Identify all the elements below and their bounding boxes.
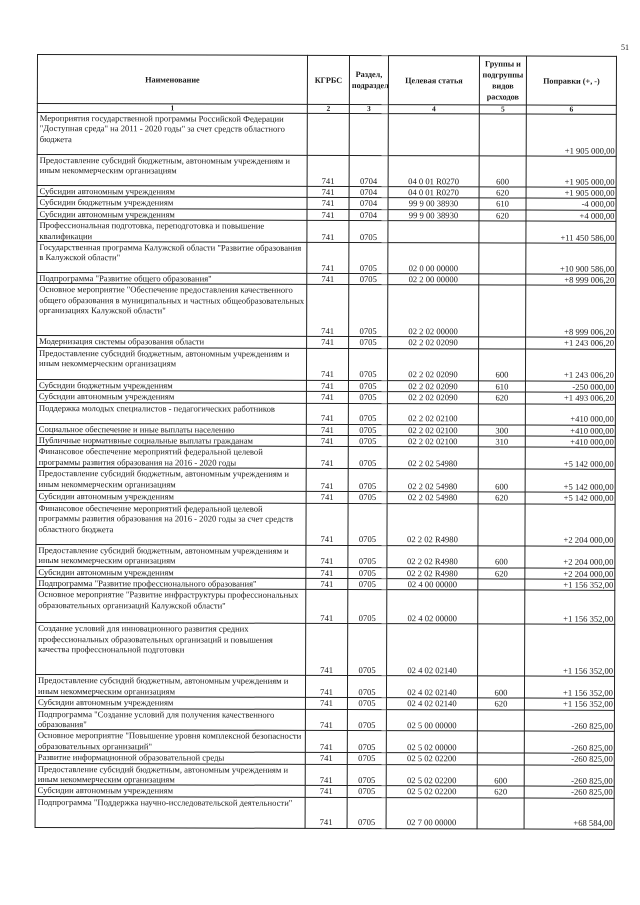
row-kgrbs: 741 — [306, 469, 348, 492]
row-kgrbs: 741 — [307, 337, 349, 349]
row-kgrbs: 741 — [307, 155, 349, 186]
row-target-article: 02 5 02 02200 — [386, 786, 477, 798]
row-expense-group: 600 — [478, 349, 525, 381]
row-kgrbs: 741 — [307, 209, 349, 221]
row-section: 0705 — [348, 348, 387, 380]
table-row — [35, 763, 614, 787]
row-expense-group — [478, 447, 525, 469]
row-expense-group: 620 — [478, 492, 525, 504]
row-name: Модернизация системы образования области — [37, 336, 307, 348]
row-expense-group: 600 — [477, 764, 524, 786]
row-target-article: 02 4 02 02140 — [386, 698, 477, 710]
row-kgrbs — [307, 113, 349, 155]
table-row — [35, 675, 614, 699]
row-expense-group — [478, 404, 525, 425]
row-kgrbs: 741 — [305, 786, 347, 798]
row-amount: -260 825,00 — [524, 753, 614, 765]
row-section: 0705 — [348, 545, 387, 567]
row-name: Предоставление субсидий бюджетным, автономным учреждениям и иным некоммерческим организациям — [36, 468, 306, 492]
row-section: 0705 — [349, 337, 388, 349]
table-row — [37, 220, 616, 244]
row-section — [349, 113, 388, 155]
row-name: Субсидии автономным учреждениям — [37, 186, 307, 198]
column-index: 2 — [307, 104, 349, 113]
row-kgrbs: 741 — [306, 578, 348, 590]
table-row — [35, 796, 614, 829]
row-name: Субсидии автономным учреждениям — [36, 566, 306, 578]
table-row — [37, 155, 616, 188]
row-expense-group: 300 — [478, 425, 525, 437]
table-row — [37, 113, 616, 157]
row-kgrbs: 741 — [307, 186, 349, 198]
row-amount: +4 000,00 — [526, 210, 616, 222]
row-kgrbs: 741 — [307, 198, 349, 210]
row-section: 0705 — [349, 274, 388, 286]
row-expense-group: 600 — [478, 469, 525, 492]
row-name: Поддержка молодых специалистов - педагогических работников — [36, 402, 306, 424]
row-section: 0705 — [348, 380, 387, 392]
row-name: Субсидии автономным учреждениям — [35, 697, 305, 709]
row-section: 0705 — [349, 243, 388, 274]
row-name: Подпрограмма "Развитие общего образования" — [37, 273, 307, 285]
row-name: Основное мероприятие "Повышение уровня комплексной безопасности образовательных организаций" — [35, 730, 305, 753]
table-body — [35, 113, 616, 830]
row-section: 0705 — [347, 731, 386, 753]
row-section: 0705 — [348, 447, 387, 469]
row-amount: +5 142 000,00 — [525, 448, 615, 470]
row-expense-group — [478, 504, 525, 546]
header-target-article: Целевая статья — [388, 56, 479, 105]
row-section: 0704 — [349, 186, 388, 198]
row-target-article: 02 2 02 54980 — [387, 447, 478, 469]
row-name: Профессиональная подготовка, переподготовка и повышение квалификации — [37, 220, 307, 243]
row-target-article: 02 2 02 02100 — [387, 403, 478, 424]
row-target-article: 02 7 00 00000 — [386, 797, 477, 828]
row-kgrbs: 741 — [306, 435, 348, 447]
row-name: Публичные нормативные социальные выплаты гражданам — [36, 435, 306, 447]
row-amount: -250 000,00 — [525, 381, 615, 393]
row-section: 0705 — [348, 403, 387, 424]
row-kgrbs: 741 — [305, 676, 347, 698]
row-name: Создание условий для инновационного развития средних профессиональных образовательных организаций и повышения качества профессиональной подготовки — [36, 623, 306, 676]
row-amount: +1 156 352,00 — [524, 698, 614, 710]
row-kgrbs: 741 — [306, 590, 348, 624]
row-amount: +8 999 006,20 — [526, 274, 616, 286]
row-name: Субсидии автономным учреждениям — [37, 208, 307, 220]
row-name: Основное мероприятие "Обеспечение предоставления качественного общего образования в муниципальных и частных общеобразовательных организациях Калужской области" — [37, 284, 307, 337]
row-expense-group — [479, 243, 526, 274]
row-target-article: 02 4 02 02140 — [386, 676, 477, 698]
row-target-article: 02 4 02 02140 — [387, 624, 478, 676]
row-target-article: 02 5 02 02200 — [386, 753, 477, 765]
row-expense-group: 620 — [478, 392, 525, 404]
row-target-article: 02 2 02 02090 — [387, 392, 478, 404]
row-expense-group — [477, 709, 524, 731]
row-section: 0705 — [348, 424, 387, 436]
row-kgrbs: 741 — [307, 273, 349, 285]
row-name: Предоставление субсидий бюджетным, автономным учреждениям и иным некоммерческим организациям — [35, 763, 305, 786]
row-kgrbs: 741 — [305, 753, 347, 765]
row-amount: -260 825,00 — [524, 710, 614, 732]
table-row — [36, 623, 615, 677]
row-target-article: 02 2 02 54980 — [387, 492, 478, 504]
row-kgrbs: 741 — [307, 242, 349, 273]
row-section: 0705 — [348, 392, 387, 404]
row-name: Мероприятия государственной программы Российской Федерации "Доступная среда" на 2011 - 2020 годы" за счет средств областного бюджета — [37, 113, 307, 156]
header-section: Раздел, подраздел — [349, 55, 388, 104]
row-expense-group — [479, 274, 526, 286]
row-amount: -260 825,00 — [524, 731, 614, 753]
row-section: 0704 — [349, 155, 388, 186]
row-expense-group — [478, 624, 525, 676]
row-name: Предоставление субсидий бюджетным, автономным учреждениям и иным некоммерческим организациям — [36, 347, 306, 380]
row-target-article: 99 9 00 38930 — [388, 209, 479, 221]
table-row — [36, 502, 615, 546]
row-kgrbs: 741 — [306, 447, 348, 469]
row-amount: +10 900 586,00 — [526, 243, 616, 274]
row-name: Подпрограмма "Создание условий для получения качественного образования" — [35, 708, 305, 731]
row-kgrbs: 741 — [306, 624, 348, 676]
header-expense-group: Группы и подгруппы видов расходов — [479, 56, 526, 105]
table-row — [37, 284, 616, 338]
row-expense-group: 310 — [478, 436, 525, 448]
row-amount: +11 450 586,00 — [526, 221, 616, 243]
row-section: 0705 — [348, 436, 387, 448]
row-amount: +5 142 000,00 — [525, 492, 615, 504]
row-expense-group — [479, 221, 526, 243]
row-name: Финансовое обеспечение мероприятий федеральной целевой программы развития образования на 2016 - 2020 годы за счет средств областного бюджета — [36, 502, 306, 545]
row-kgrbs: 741 — [306, 567, 348, 579]
row-amount: +1 156 352,00 — [525, 579, 615, 591]
row-kgrbs: 741 — [306, 424, 348, 436]
row-expense-group — [479, 337, 526, 349]
row-target-article: 02 2 02 02100 — [387, 424, 478, 436]
row-kgrbs: 741 — [305, 709, 347, 731]
row-expense-group — [478, 590, 525, 624]
row-name: Предоставление субсидий бюджетным, автономным учреждениям и иным некоммерческим организациям — [36, 544, 306, 567]
row-section: 0705 — [348, 624, 387, 676]
row-kgrbs: 741 — [305, 731, 347, 753]
row-amount: +2 204 000,00 — [525, 546, 615, 568]
row-target-article: 02 5 00 00000 — [386, 709, 477, 731]
row-expense-group — [479, 285, 526, 337]
row-kgrbs: 741 — [307, 285, 349, 337]
row-target-article: 02 5 02 00000 — [386, 731, 477, 753]
row-amount: +2 204 000,00 — [525, 504, 615, 546]
row-target-article: 02 2 02 02090 — [387, 348, 478, 380]
row-section: 0705 — [348, 492, 387, 504]
row-target-article: 02 2 02 R4980 — [387, 503, 478, 545]
header-amendment: Поправки (+, -) — [526, 56, 616, 105]
row-kgrbs: 741 — [306, 545, 348, 567]
row-expense-group — [477, 798, 524, 829]
row-kgrbs: 741 — [307, 221, 349, 243]
row-section: 0705 — [347, 709, 386, 731]
row-expense-group — [478, 579, 525, 591]
row-name: Основное мероприятие "Развитие инфраструктуры профессиональных образовательных организаций Калужской области" — [36, 589, 306, 624]
row-amount: +410 000,00 — [525, 436, 615, 448]
row-expense-group: 610 — [479, 198, 526, 210]
row-name: Подпрограмма "Поддержка научно-исследовательской деятельности" — [35, 796, 305, 828]
row-target-article: 02 2 02 54980 — [387, 469, 478, 492]
row-kgrbs: 741 — [306, 380, 348, 392]
header-name: Наименование — [37, 55, 307, 105]
row-amount: +5 142 000,00 — [525, 469, 615, 492]
table-row — [37, 242, 616, 275]
row-amount: +1 905 000,00 — [526, 187, 616, 199]
table-row — [36, 544, 615, 568]
row-amount: +1 493 006,20 — [525, 392, 615, 404]
row-name: Государственная программа Калужской области "Развитие образования в Калужской области" — [37, 242, 307, 274]
row-name: Субсидии автономным учреждениям — [36, 491, 306, 503]
row-amount: +68 584,00 — [524, 798, 614, 829]
table-row — [36, 589, 615, 625]
row-name: Субсидии автономным учреждениям — [36, 391, 306, 403]
row-target-article: 02 0 00 00000 — [388, 243, 479, 274]
table-row — [36, 402, 615, 425]
row-amount: +1 243 006,20 — [525, 349, 615, 381]
budget-amendments-table — [35, 54, 617, 830]
row-section: 0705 — [348, 503, 387, 545]
row-amount: +1 905 000,00 — [526, 114, 616, 156]
row-expense-group: 620 — [479, 210, 526, 222]
row-expense-group: 620 — [477, 786, 524, 798]
table-row — [36, 347, 615, 381]
row-amount: +8 999 006,20 — [526, 285, 616, 337]
row-amount: +1 905 000,00 — [526, 156, 616, 187]
row-name: Субсидии бюджетным учреждениям — [36, 379, 306, 391]
row-target-article: 02 2 02 02090 — [387, 380, 478, 392]
row-target-article: 02 2 02 02090 — [388, 337, 479, 349]
column-index: 6 — [526, 105, 616, 114]
row-name: Предоставление субсидий бюджетным, автономным учреждениям и иным некоммерческим организациям — [37, 155, 307, 187]
row-target-article: 02 4 02 00000 — [387, 590, 478, 624]
row-target-article: 99 9 00 38930 — [388, 198, 479, 210]
row-kgrbs: 741 — [306, 503, 348, 545]
row-expense-group — [479, 114, 526, 156]
row-expense-group: 600 — [478, 546, 525, 568]
row-section: 0705 — [348, 469, 387, 492]
row-name: Социальное обеспечение и иные выплаты населению — [36, 423, 306, 435]
header-row — [37, 55, 616, 106]
column-index: 1 — [37, 104, 307, 114]
row-name: Субсидии автономным учреждениям — [35, 785, 305, 797]
row-amount: +410 000,00 — [525, 425, 615, 437]
row-kgrbs: 741 — [306, 492, 348, 504]
row-name: Финансовое обеспечение мероприятий федеральной целевой программы развития образования на 2016 - 2020 годы — [36, 446, 306, 469]
row-amount: -260 825,00 — [524, 786, 614, 798]
row-kgrbs: 741 — [305, 764, 347, 786]
row-amount: +2 204 000,00 — [525, 568, 615, 580]
row-amount: +1 156 352,00 — [524, 676, 614, 698]
table-row — [35, 708, 614, 732]
row-kgrbs: 741 — [305, 697, 347, 709]
header-kgrbs: КГРБС — [307, 55, 349, 104]
row-expense-group — [477, 731, 524, 753]
row-target-article: 02 2 00 00000 — [388, 274, 479, 286]
row-section: 0704 — [349, 209, 388, 221]
row-amount: +410 000,00 — [525, 404, 615, 425]
row-section: 0705 — [347, 764, 386, 786]
row-expense-group — [477, 753, 524, 765]
row-section: 0705 — [347, 676, 386, 698]
page-number: 51 — [621, 43, 629, 52]
row-amount: +1 156 352,00 — [525, 590, 615, 624]
row-amount: +1 156 352,00 — [525, 624, 615, 676]
row-name: Предоставление субсидий бюджетным, автономным учреждениям и иным некоммерческим организациям — [35, 675, 305, 698]
row-target-article: 02 4 00 00000 — [387, 579, 478, 591]
row-section: 0705 — [349, 285, 388, 337]
row-target-article: 02 2 02 02100 — [387, 436, 478, 448]
row-expense-group: 620 — [479, 187, 526, 199]
column-index: 5 — [479, 105, 526, 114]
row-name: Развитие информационной образовательной среды — [35, 752, 305, 764]
row-kgrbs: 741 — [305, 797, 347, 828]
row-name: Подпрограмма "Развитие профессионального образования" — [36, 577, 306, 589]
row-section: 0705 — [347, 698, 386, 710]
row-expense-group: 600 — [479, 156, 526, 187]
row-name: Субсидии бюджетным учреждениям — [37, 197, 307, 209]
row-amount: -260 825,00 — [524, 765, 614, 787]
row-expense-group: 600 — [477, 676, 524, 698]
row-target-article: 04 0 01 R0270 — [388, 187, 479, 199]
row-expense-group: 620 — [478, 567, 525, 579]
table-row — [36, 446, 615, 470]
row-kgrbs: 741 — [306, 348, 348, 380]
row-section: 0705 — [348, 578, 387, 590]
row-target-article: 02 2 02 00000 — [388, 285, 479, 337]
row-section: 0705 — [349, 221, 388, 243]
row-section: 0705 — [347, 797, 386, 828]
row-section: 0704 — [349, 198, 388, 210]
row-target-article: 02 2 02 R4980 — [387, 545, 478, 567]
row-kgrbs: 741 — [306, 392, 348, 404]
row-section: 0705 — [347, 786, 386, 798]
row-target-article — [388, 114, 479, 156]
column-index: 3 — [349, 104, 388, 113]
row-target-article: 02 5 02 02200 — [386, 764, 477, 786]
row-amount: -4 000,00 — [526, 198, 616, 210]
row-target-article: 04 0 01 R0270 — [388, 156, 479, 187]
row-section: 0705 — [348, 590, 387, 624]
row-section: 0705 — [347, 753, 386, 765]
row-target-article: 02 2 02 R4980 — [387, 567, 478, 579]
row-expense-group: 620 — [477, 698, 524, 710]
row-target-article — [388, 221, 479, 243]
table-row — [35, 730, 614, 754]
row-amount: +1 243 006,20 — [526, 337, 616, 349]
column-index: 4 — [388, 105, 479, 114]
row-expense-group: 610 — [478, 381, 525, 393]
row-kgrbs: 741 — [306, 403, 348, 424]
row-section: 0705 — [348, 567, 387, 579]
table-row — [36, 468, 615, 493]
